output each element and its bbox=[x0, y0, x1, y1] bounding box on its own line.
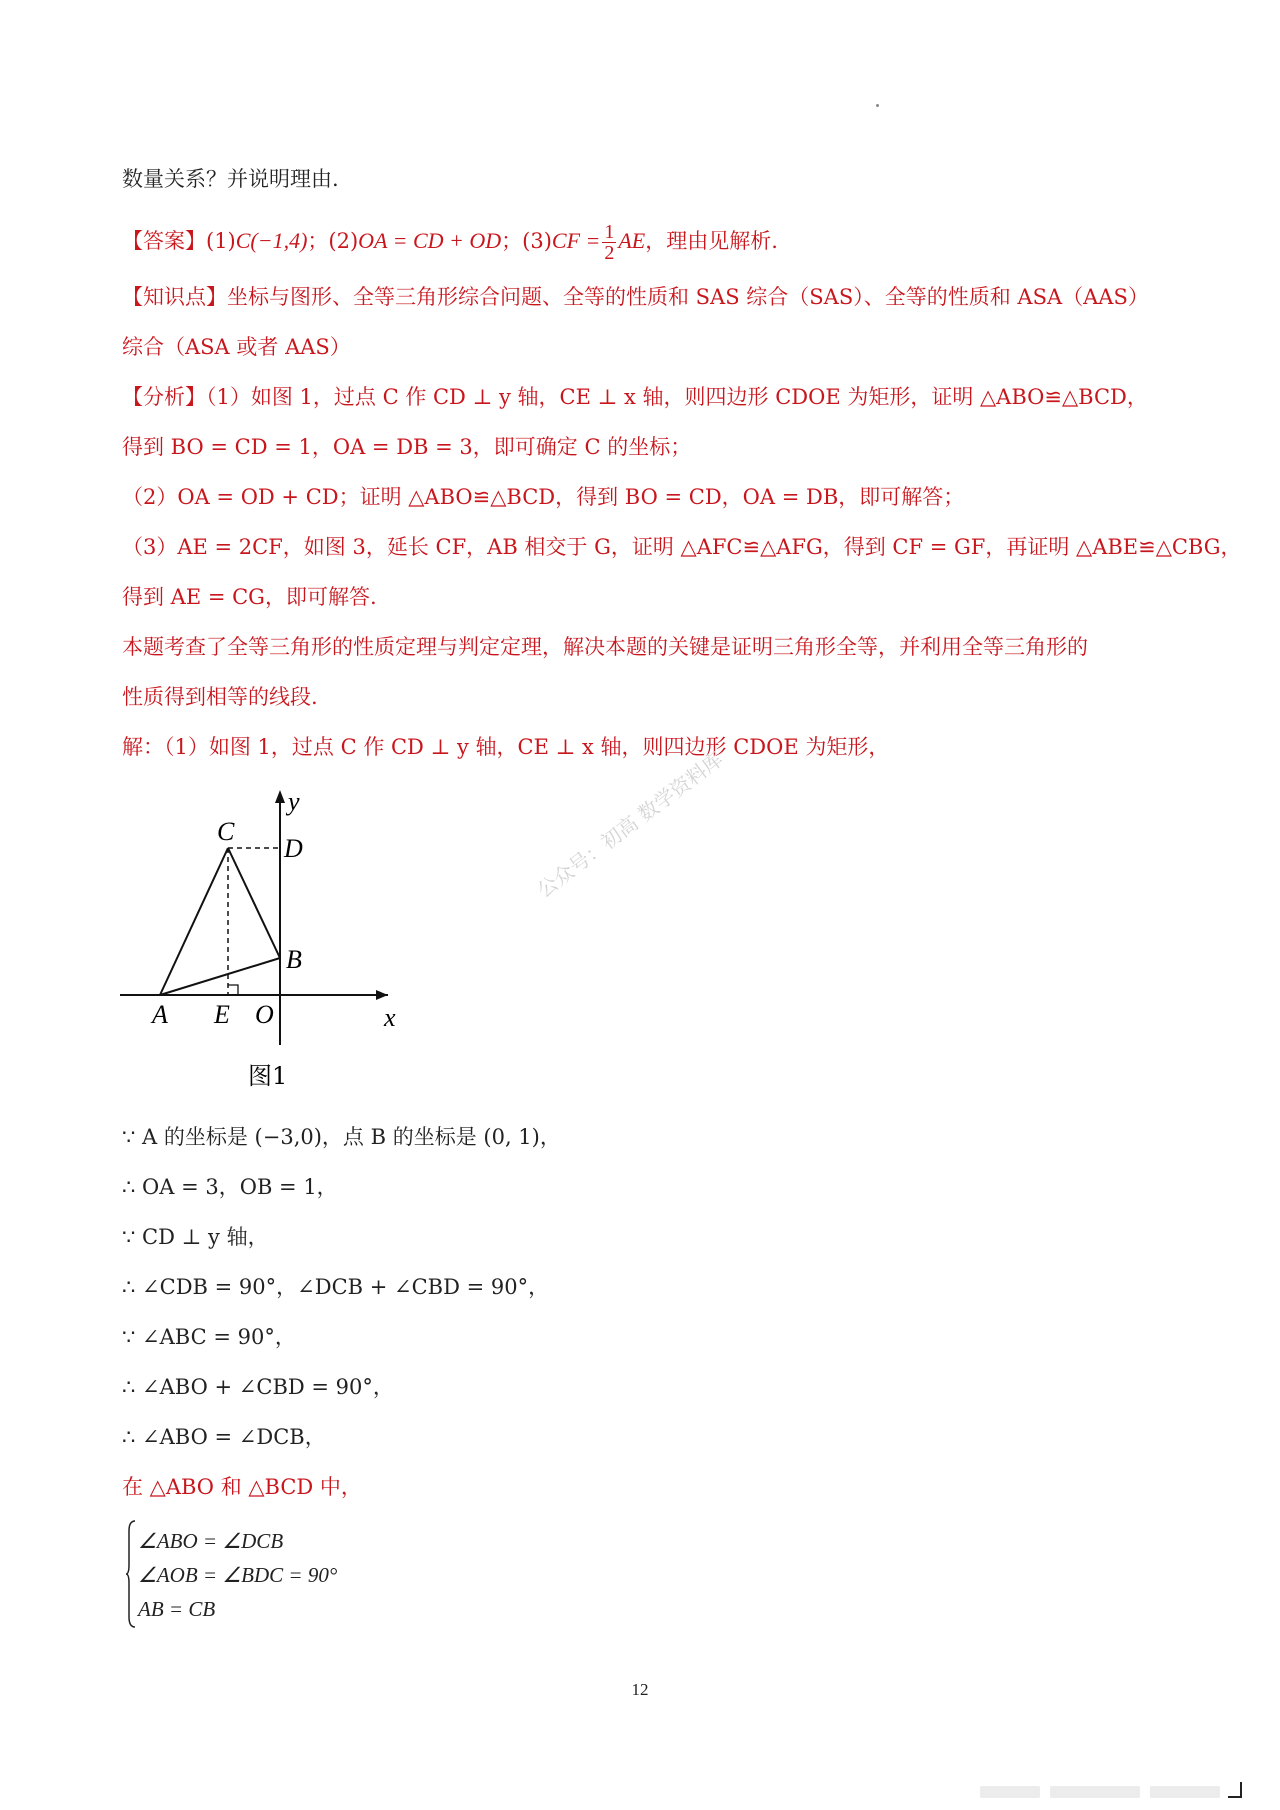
fraction-denominator: 2 bbox=[604, 242, 615, 264]
label-x: x bbox=[384, 1003, 396, 1032]
analysis-line: 得到 BO = CD = 1，OA = DB = 3，即可确定 C 的坐标； bbox=[122, 435, 692, 459]
solution-line: 在 △ABO 和 △BCD 中， bbox=[122, 1475, 362, 1499]
label-E: E bbox=[214, 1000, 230, 1029]
right-angle-mark bbox=[228, 985, 238, 995]
speck bbox=[876, 104, 879, 107]
label-C: C bbox=[217, 817, 235, 846]
solution-line: ∵ ∠ABC = 90°， bbox=[122, 1325, 296, 1349]
label-y: y bbox=[288, 790, 300, 816]
label-D: D bbox=[284, 834, 303, 863]
label-A: A bbox=[152, 1000, 168, 1029]
text-line: 数量关系？并说明理由. bbox=[122, 167, 339, 191]
condition-line: ∠ABO = ∠DCB bbox=[138, 1529, 284, 1553]
answer-line bbox=[122, 222, 778, 263]
answer-math: CF = bbox=[551, 228, 601, 253]
analysis-line: 得到 AE = CG，即可解答. bbox=[122, 585, 377, 609]
answer-math: C(−1,4) bbox=[235, 228, 308, 253]
left-brace bbox=[126, 1519, 136, 1629]
analysis-line: （2）OA = OD + CD；证明 △ABO≌△BCD，得到 BO = CD，OA = DB，即可解答； bbox=[122, 485, 965, 509]
solution-line: ∴ ∠ABO = ∠DCB， bbox=[122, 1425, 326, 1449]
page-number: 12 bbox=[631, 1680, 649, 1699]
solution-line: ∴ ∠CDB = 90°，∠DCB + ∠CBD = 90°， bbox=[122, 1275, 550, 1299]
solution-line: 解：（1）如图 1，过点 C 作 CD ⊥ y 轴，CE ⊥ x 轴，则四边形 CDOE 为矩形， bbox=[122, 735, 890, 759]
fraction-numerator: 1 bbox=[604, 221, 615, 243]
solution-line: ∴ ∠ABO + ∠CBD = 90°， bbox=[122, 1375, 394, 1399]
answer-math: OA = CD + OD bbox=[358, 228, 502, 253]
segment-CB bbox=[228, 848, 280, 958]
segment-AC bbox=[160, 848, 228, 995]
answer-part: (1) bbox=[206, 229, 236, 253]
label-O: O bbox=[255, 1000, 274, 1029]
solution-line: ∴ OA = 3，OB = 1， bbox=[122, 1175, 338, 1199]
condition-line: AB = CB bbox=[138, 1597, 216, 1621]
analysis-line: （3）AE = 2CF，如图 3，延长 CF，AB 相交于 G，证明 △AFC≌△AFG，得到 CF = GF，再证明 △ABE≌△CBG， bbox=[122, 535, 1242, 559]
fraction bbox=[602, 222, 616, 263]
knowledge-line: 综合（ASA 或者 AAS） bbox=[122, 335, 351, 359]
segment-AB bbox=[160, 958, 280, 995]
analysis-line: 【分析】（1）如图 1，过点 C 作 CD ⊥ y 轴，CE ⊥ x 轴，则四边形 CDOE 为矩形，证明 △ABO≌△BCD， bbox=[122, 385, 1148, 409]
figure-caption: 图1 bbox=[248, 1062, 288, 1090]
label-B: B bbox=[286, 945, 302, 974]
summary-line: 本题考查了全等三角形的性质定理与判定定理，解决本题的关键是证明三角形全等，并利用全等三角形的 bbox=[122, 635, 1088, 659]
solution-line: ∵ CD ⊥ y 轴， bbox=[122, 1225, 269, 1249]
blurred-text bbox=[980, 1786, 1040, 1798]
figure-1 bbox=[110, 790, 410, 1100]
blurred-text bbox=[1050, 1786, 1140, 1798]
x-axis-arrow bbox=[376, 990, 388, 1000]
answer-math: AE bbox=[618, 228, 646, 253]
answer-tag: 【答案】 bbox=[122, 229, 206, 253]
corner-mark bbox=[1228, 1782, 1242, 1798]
knowledge-line: 【知识点】坐标与图形、全等三角形综合问题、全等的性质和 SAS 综合（SAS）、全等的性质和 ASA（AAS） bbox=[122, 285, 1149, 309]
watermark: 公众号：初高 数学资料库 bbox=[532, 746, 728, 903]
condition-line: ∠AOB = ∠BDC = 90° bbox=[138, 1563, 338, 1587]
solution-line: ∵ A 的坐标是 (−3,0)，点 B 的坐标是 (0, 1)， bbox=[122, 1125, 561, 1149]
blurred-text bbox=[1150, 1786, 1220, 1798]
summary-line: 性质得到相等的线段. bbox=[122, 685, 318, 709]
answer-part: ；(2) bbox=[307, 229, 359, 253]
answer-part: ，理由见解析. bbox=[645, 229, 778, 253]
y-axis-arrow bbox=[275, 790, 285, 803]
answer-part: ；(3) bbox=[501, 229, 552, 253]
